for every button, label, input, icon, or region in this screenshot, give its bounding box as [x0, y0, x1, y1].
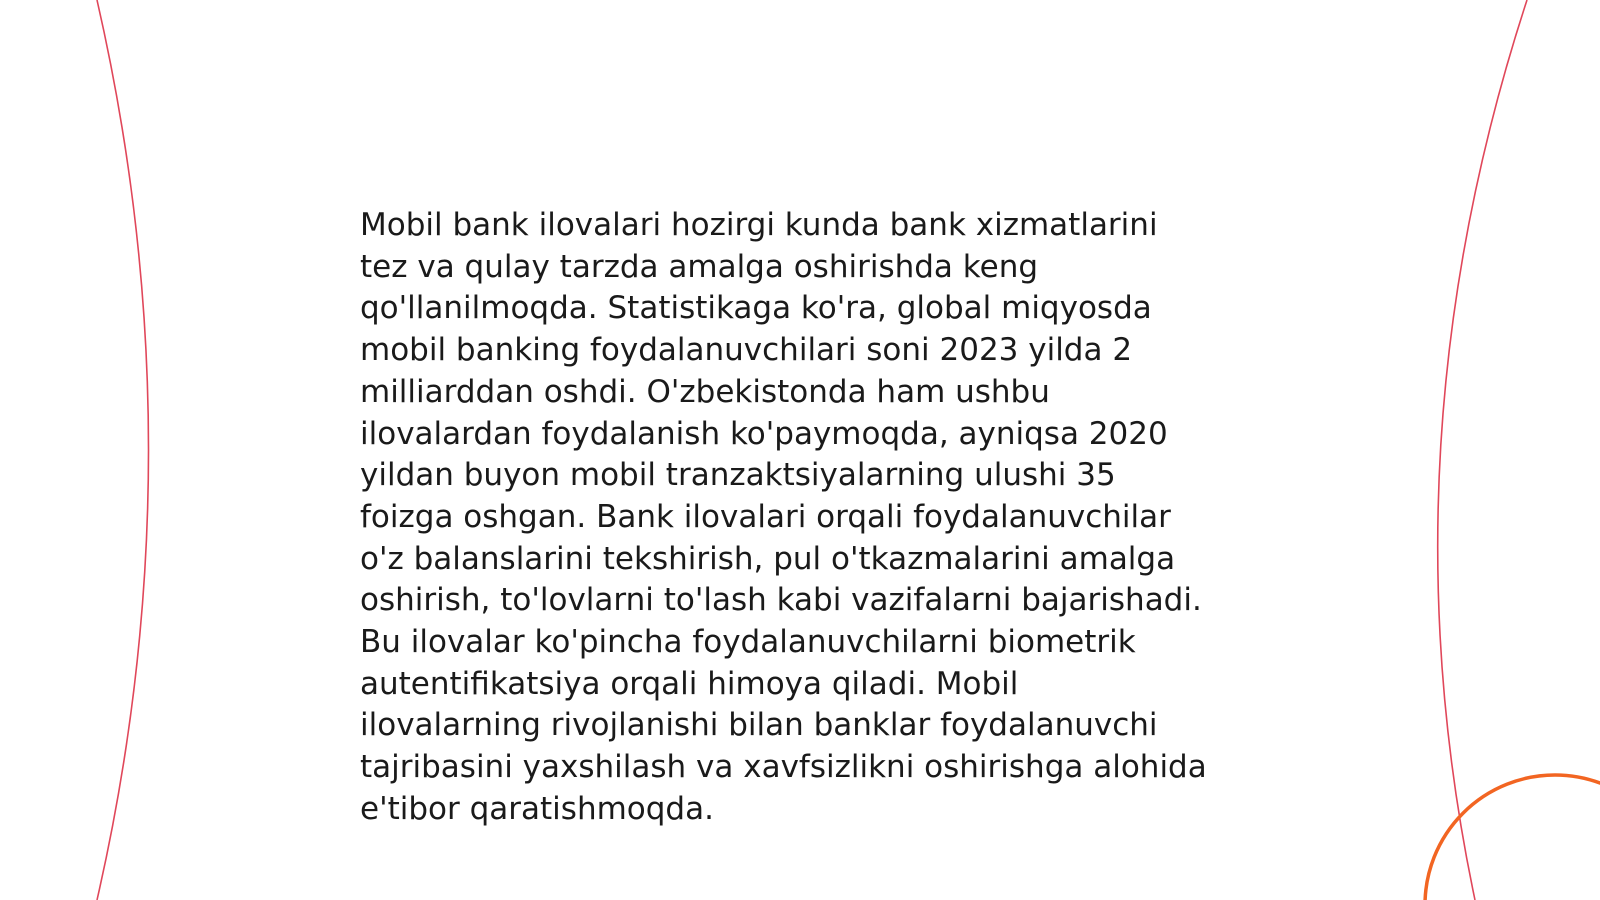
bottom-right-accent-arc	[1425, 775, 1600, 900]
paragraph-line: tajribasini yaxshilash va xavfsizlikni oshirishga alohida	[360, 749, 1207, 786]
paragraph-line: Mobil bank ilovalari hozirgi kunda bank xizmatlarini	[360, 207, 1158, 243]
body-paragraph	[360, 205, 1260, 831]
paragraph-line: ilovalardan foydalanish ko'paymoqda, ayniqsa 2020	[360, 415, 1168, 452]
paragraph-line: e'tibor qaratishmoqda.	[360, 790, 714, 827]
right-curve-line	[1438, 0, 1527, 900]
paragraph-line: Bu ilovalar ko'pincha foydalanuvchilarni biometrik	[360, 624, 1136, 661]
paragraph-line: milliarddan oshdi. O'zbekistonda ham ushbu	[360, 373, 1050, 410]
paragraph-line: yildan buyon mobil tranzaktsiyalarning ulushi 35	[360, 457, 1116, 494]
paragraph-line: qo'llanilmoqda. Statistikaga ko'ra, global miqyosda	[360, 290, 1152, 327]
paragraph-line: mobil banking foydalanuvchilari soni 2023 yilda 2	[360, 332, 1133, 369]
left-curve-line	[97, 0, 149, 900]
paragraph-line: o'z balanslarini tekshirish, pul o'tkazmalarini amalga	[360, 540, 1176, 577]
paragraph-line: autentifikatsiya orqali himoya qiladi. Mobil	[360, 665, 1019, 702]
paragraph-line: foizga oshgan. Bank ilovalari orqali foydalanuvchilar	[360, 498, 1171, 535]
paragraph-line: ilovalarning rivojlanishi bilan banklar foydalanuvchi	[360, 707, 1158, 744]
paragraph-line: tez va qulay tarzda amalga oshirishda keng	[360, 248, 1039, 285]
paragraph-line: oshirish, to'lovlarni to'lash kabi vazifalarni bajarishadi.	[360, 582, 1202, 619]
